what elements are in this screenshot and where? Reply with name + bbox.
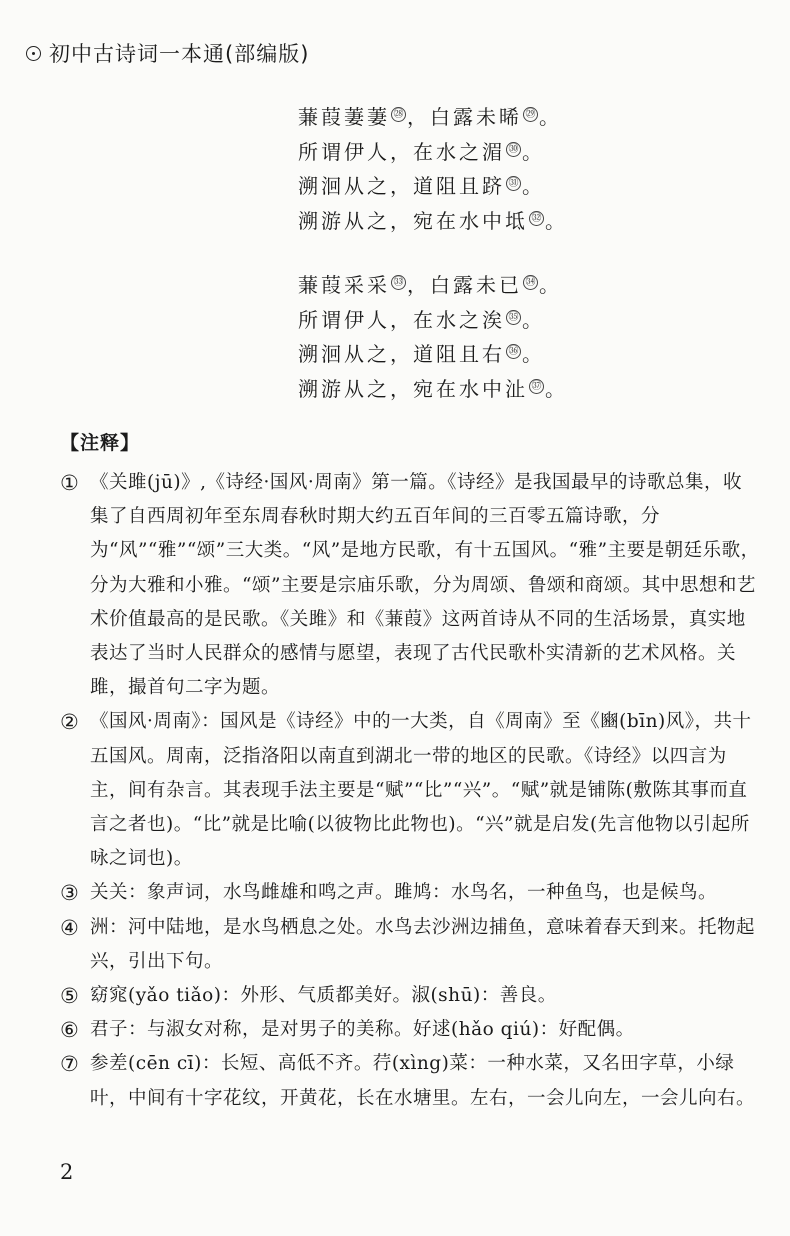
note-item [60, 876, 760, 910]
note-number: ⑤ [60, 984, 80, 1009]
note-text: 关关：象声词，水鸟雌雄和鸣之声。雎鸠：水鸟名，一种鱼鸟，也是候鸟。 [90, 882, 718, 904]
note-marker: ㊱ [506, 344, 521, 359]
running-header [26, 38, 309, 68]
note-number: ③ [60, 881, 80, 906]
note-marker: ㉟ [506, 310, 521, 325]
note-text: 窈窕(yǎo tiǎo)：外形、气质都美好。淑(shū)：善良。 [90, 985, 557, 1007]
poem-line: 所谓伊人，在水之涘 ㉟ 。 [298, 307, 545, 332]
note-marker: ㉛ [506, 176, 521, 191]
note-item [60, 911, 760, 979]
note-item [60, 1047, 760, 1115]
poem-line: 蒹葭采采 ㉝ ，白露未已 ㉞ 。 [298, 273, 562, 297]
book-title: 初中古诗词一本通(部编版) [49, 42, 310, 66]
note-item [60, 1013, 760, 1047]
poem-line: 溯游从之，宛在水中坻 ㉜ 。 [298, 208, 568, 233]
note-text: 君子：与淑女对称，是对男子的美称。好逑(hǎo qiú)：好配偶。 [90, 1019, 635, 1041]
poem-line: 蒹葭萋萋 ㉘ ，白露未晞 ㉙ 。 [298, 105, 562, 129]
note-marker: ㉞ [523, 275, 538, 290]
note-number: ① [60, 471, 80, 495]
notes-list [60, 466, 760, 1116]
note-marker: ㊲ [529, 379, 544, 394]
poem-block [298, 100, 568, 436]
note-item [60, 466, 760, 705]
note-item [60, 705, 760, 876]
page-number: 2 [60, 1160, 74, 1184]
note-number: ② [60, 710, 80, 735]
note-marker: ㉝ [391, 275, 406, 290]
poem-line: 所谓伊人，在水之湄 ㉚ 。 [298, 139, 545, 164]
poem-line: 溯游从之，宛在水中沚 ㊲ 。 [298, 376, 568, 401]
note-number: ⑥ [60, 1018, 80, 1043]
circle-dot-icon [26, 46, 41, 61]
note-text: 参差(cēn cī)：长短、高低不齐。荇(xìng)菜：一种水菜，又名田字草，小绿叶，中间有十字花纹，开黄花，长在水塘里。左右，一会儿向左，一会儿向右。 [90, 1053, 756, 1109]
note-item [60, 979, 760, 1013]
stanza [298, 268, 568, 406]
note-text: 《国风·周南》：国风是《诗经》中的一大类，自《周南》至《豳(bīn)风》，共十五国风。周南，泛指洛阳以南直到湖北一带的地区的民歌。《诗经》以四言为主，间有杂言。其表现手法主要是“赋”“比”“兴”。“赋”就是铺陈(敷陈其事而直言之者也)。“比”就是比喻(以彼物比此物也)。“兴”就是启发(先言他物以引起所咏之词也)。 [90, 711, 752, 870]
poem-line: 溯洄从之，道阻且右 ㊱ 。 [298, 342, 545, 366]
note-text: 《关雎(jū)》,《诗经·国风·周南》第一篇。《诗经》是我国最早的诗歌总集，收集了自西周初年至东周春秋时期大约五百年间的三百零五篇诗歌，分为“风”“雅”“颂”三大类。“风”是地方民歌，有十五国风。“雅”主要是朝廷乐歌，分为大雅和小雅。“颂”主要是宗庙乐歌，分为周颂、鲁颂和商颂。其中思想和艺术价值最高的是民歌。《关雎》和《蒹葭》这两首诗从不同的生活场景，真实地表达了当时人民群众的感情与愿望，表现了古代民歌朴实清新的艺术风格。关雎，撮首句二字为题。 [90, 472, 760, 699]
poem-line: 溯洄从之，道阻且跻 ㉛ 。 [298, 174, 545, 198]
note-number: ⑦ [60, 1052, 80, 1077]
note-marker: ㉙ [523, 107, 538, 122]
stanza [298, 100, 568, 238]
note-marker: ㉚ [506, 142, 521, 157]
notes-heading: 【注释】 [60, 432, 141, 454]
note-number: ④ [60, 915, 80, 940]
note-text: 洲：河中陆地，是水鸟栖息之处。水鸟去沙洲边捕鱼，意味着春天到来。托物起兴，引出下句。 [90, 916, 756, 972]
note-marker: ㉜ [529, 211, 544, 226]
note-marker: ㉘ [391, 107, 406, 122]
